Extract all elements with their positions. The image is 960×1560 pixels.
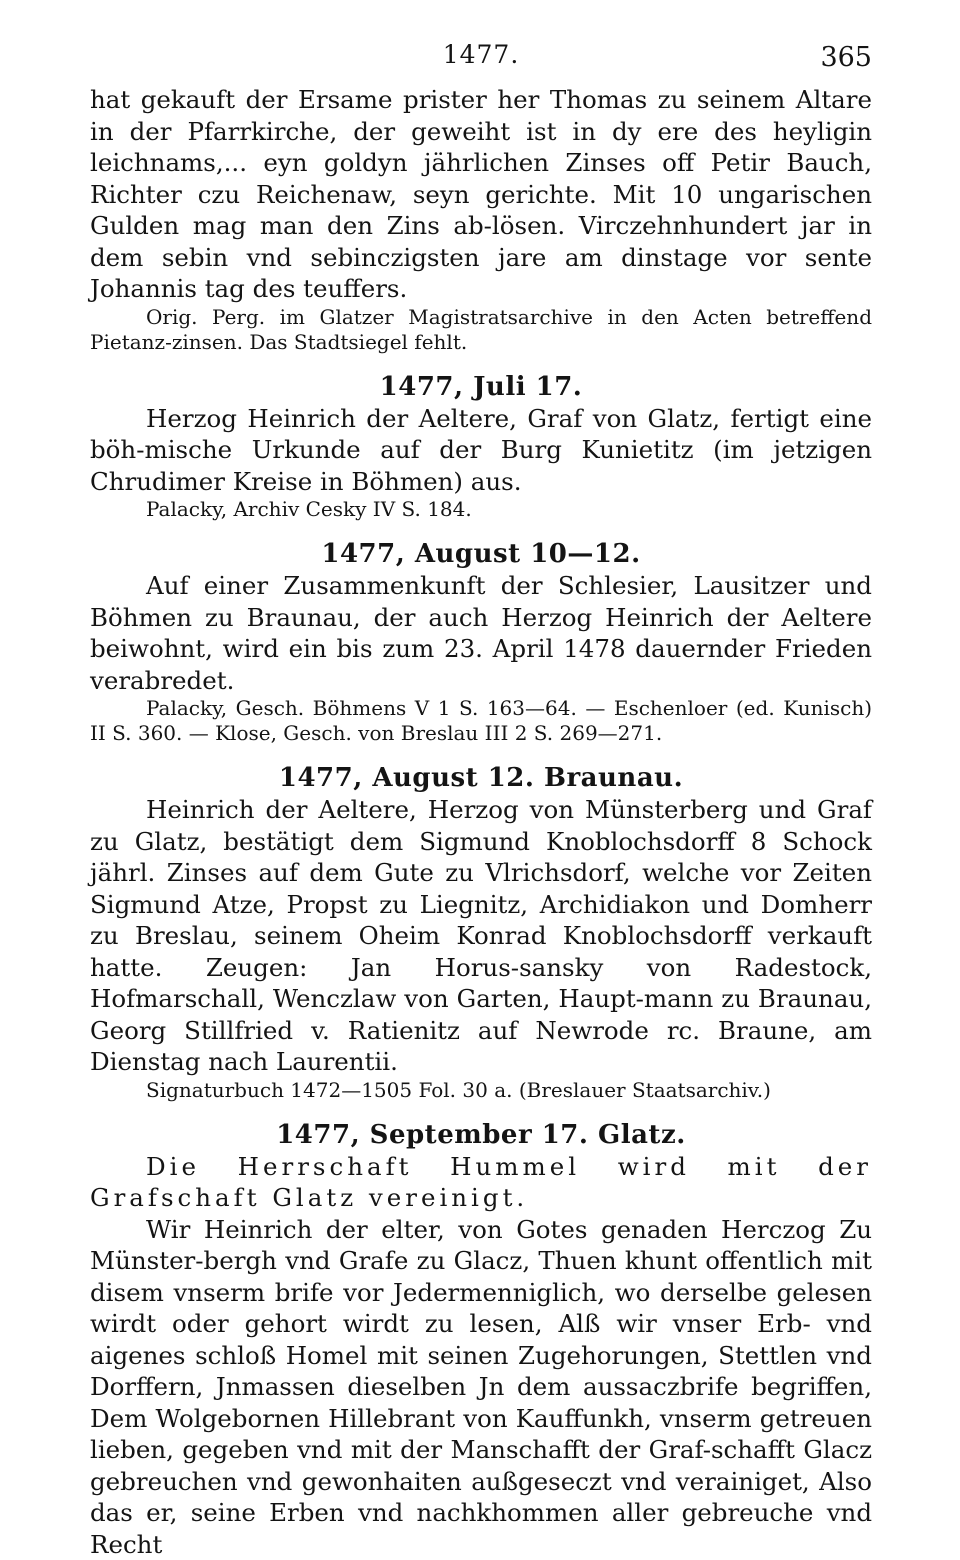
entry-paragraph: Herzog Heinrich der Aeltere, Graf von Glatz, fertigt eine böh-mische Urkunde auf der Burg Kunietitz (im jetzigen Chrudimer Kreise in Böhmen) aus.	[90, 403, 872, 498]
entry-source: Palacky, Gesch. Böhmens V 1 S. 163—64. — Eschenloer (ed. Kunisch) II S. 360. — Klose, Gesch. von Breslau III 2 S. 269—271.	[90, 696, 872, 746]
entry-heading: 1477, August 12. Braunau.	[90, 762, 872, 794]
entry-heading: 1477, Juli 17.	[90, 371, 872, 403]
entry-source: Orig. Perg. im Glatzer Magistratsarchive in den Acten betreffend Pietanz-zinsen. Das Stadtsiegel fehlt.	[90, 305, 872, 355]
entry-paragraph: Wir Heinrich der elter, von Gotes genaden Herczog Zu Münster-bergh vnd Grafe zu Glacz, Thuen khunt offentlich mit disem vnserm brife vor Jedermenniglich, wo derselbe gelesen wirdt oder gehort wirdt zu lesen, Alß wir vnser Erb- vnd aigenes schloß Homel mit seinen Zugehorungen, Stettlen vnd Dorffern, Jnmassen dieselben Jn dem aussaczbrife begriffen, Dem Wolgebornen Hillebrant von Kauffunkh, vnserm getreuen lieben, gegeben vnd mit der Manschafft der Graf-schafft Glacz gebreuchen vnd gewonhaiten außgeseczt vnd verainiget, Also das er, seine Erben vnd nachkhommen aller gebreuche vnd Recht	[90, 1214, 872, 1560]
entry-heading: 1477, September 17. Glatz.	[90, 1119, 872, 1151]
entry-heading: 1477, August 10—12.	[90, 538, 872, 570]
entry-source: Palacky, Archiv Cesky IV S. 184.	[90, 497, 872, 522]
entry-paragraph: Auf einer Zusammenkunft der Schlesier, Lausitzer und Böhmen zu Braunau, der auch Herzog Heinrich der Aeltere beiwohnt, wird ein bis zum 23. April 1478 dauernder Frieden verabredet.	[90, 570, 872, 696]
page-number: 365	[820, 42, 872, 73]
document-entry	[90, 371, 872, 523]
entry-source: Signaturbuch 1472—1505 Fol. 30 a. (Breslauer Staatsarchiv.)	[90, 1078, 872, 1103]
entry-summary: Die Herrschaft Hummel wird mit der Grafschaft Glatz vereinigt.	[90, 1151, 872, 1214]
page	[90, 40, 872, 1560]
entry-paragraph: Heinrich der Aeltere, Herzog von Münsterberg und Graf zu Glatz, bestätigt dem Sigmund Knoblochsdorff 8 Schock jährl. Zinses auf dem Gute zu Vlrichsdorf, welche vor Zeiten Sigmund Atze, Propst zu Liegnitz, Archidiakon und Domherr zu Breslau, seinem Oheim Konrad Knoblochsdorff verkauft hatte. Zeugen: Jan Horus-sansky von Radestock, Hofmarschall, Wenczlaw von Garten, Haupt-mann zu Braunau, Georg Stillfried v. Ratienitz auf Newrode rc. Braune, am Dienstag nach Laurentii.	[90, 794, 872, 1078]
running-head-year: 1477.	[90, 40, 872, 69]
document-entry	[90, 538, 872, 746]
document-entry	[90, 1119, 872, 1560]
entry-paragraph: hat gekauft der Ersame prister her Thomas zu seinem Altare in der Pfarrkirche, der geweiht ist in dy ere des heyligin leichnams,... eyn goldyn jährlichen Zinses off Petir Bauch, Richter czu Reichenaw, seyn gerichte. Mit 10 ungarischen Gulden mag man den Zins ab-lösen. Virczehnhundert jar in dem sebin vnd sebinczigsten jare am dinstage vor sente Johannis tag des teuffers.	[90, 84, 872, 305]
document-entry	[90, 84, 872, 355]
document-entry	[90, 762, 872, 1103]
running-head	[90, 40, 872, 84]
